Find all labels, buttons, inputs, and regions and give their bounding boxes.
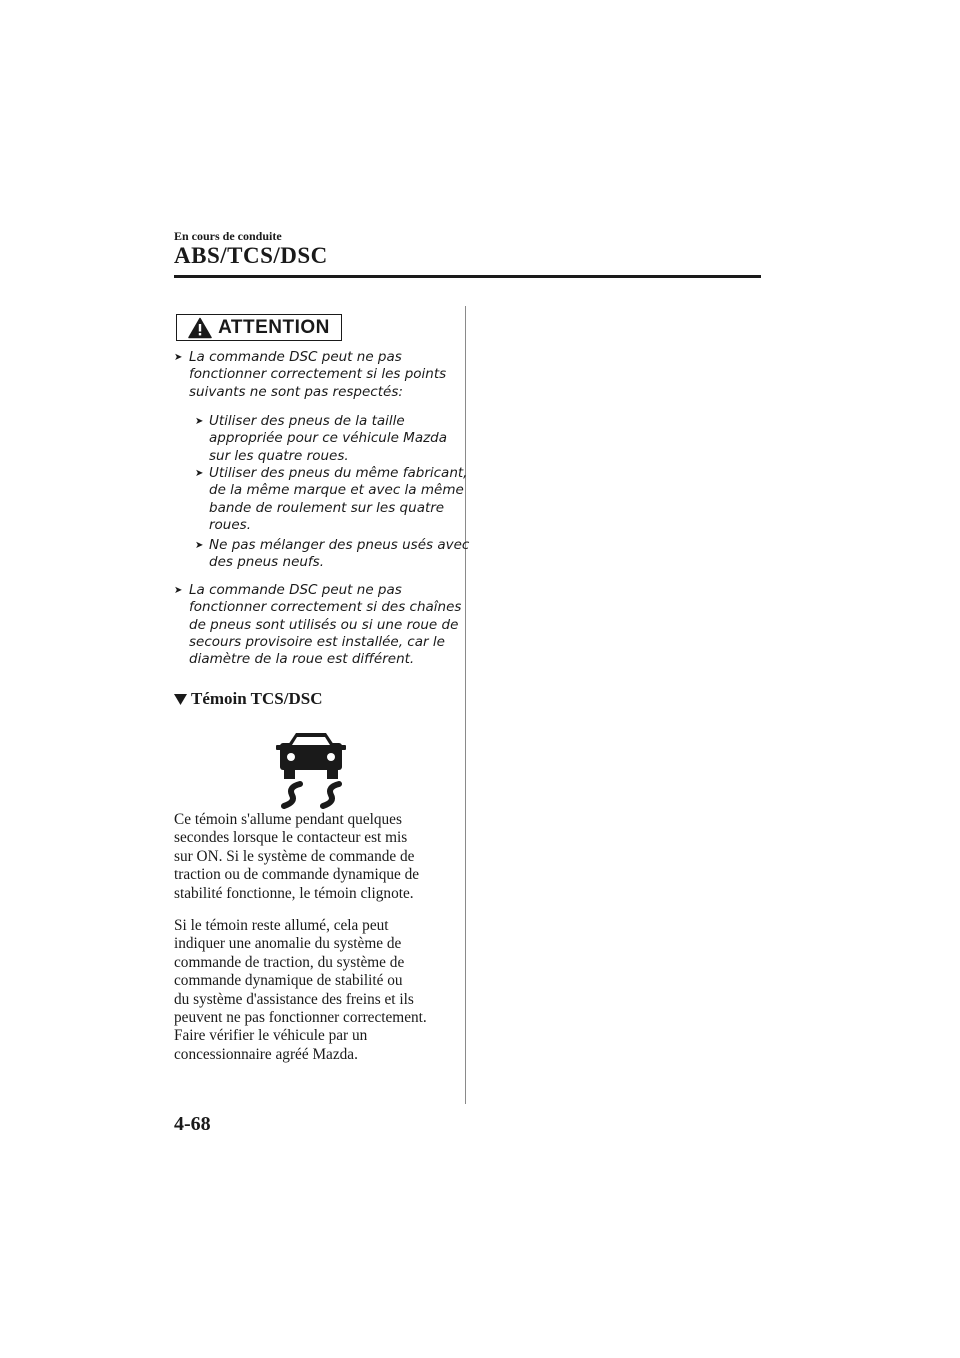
bullet-line: bande de roulement sur les quatre bbox=[209, 499, 445, 516]
bullet-line: de la même marque et avec la même bbox=[209, 482, 464, 499]
page-number: 4-68 bbox=[174, 1113, 211, 1135]
arrow-bullet-icon: ➤ bbox=[174, 352, 183, 363]
paragraph-line: Faire vérifier le véhicule par un bbox=[174, 1027, 368, 1045]
bullet-line: fonctionner correctement si des chaînes bbox=[189, 599, 462, 616]
bullet-line: des pneus neufs. bbox=[209, 554, 325, 571]
bullet-line: Utiliser des pneus de la taille bbox=[209, 413, 405, 429]
attention-sub-bullet bbox=[195, 537, 469, 572]
tcs-dsc-indicator-icon bbox=[276, 729, 346, 809]
arrow-bullet-icon: ➤ bbox=[195, 540, 204, 551]
attention-bullet bbox=[174, 582, 461, 668]
attention-sub-bullet bbox=[195, 465, 467, 534]
column-divider bbox=[465, 306, 466, 1104]
paragraph-line: sur ON. Si le système de commande de bbox=[174, 847, 415, 865]
paragraph-line: traction ou de commande dynamique de bbox=[174, 866, 420, 884]
bullet-line: secours provisoire est installée, car le bbox=[189, 633, 445, 650]
paragraph-line: concessionnaire agréé Mazda. bbox=[174, 1045, 358, 1063]
indicator-heading-text: Témoin TCS/DSC bbox=[191, 689, 323, 708]
paragraph-line: indiquer une anomalie du système de bbox=[174, 935, 402, 953]
bullet-line: de pneus sont utilisés ou si une roue de bbox=[189, 616, 459, 633]
bullet-line: La commande DSC peut ne pas bbox=[189, 349, 402, 365]
attention-sub-bullet bbox=[195, 413, 447, 465]
paragraph-line: du système d'assistance des freins et ils bbox=[174, 990, 414, 1008]
paragraph-line: Si le témoin reste allumé, cela peut bbox=[174, 917, 389, 934]
bullet-line: roues. bbox=[209, 516, 251, 533]
bullet-line: La commande DSC peut ne pas bbox=[189, 582, 402, 598]
indicator-paragraph-2 bbox=[174, 917, 464, 1064]
paragraph-line: Ce témoin s'allume pendant quelques bbox=[174, 811, 402, 828]
bullet-line: Ne pas mélanger des pneus usés avec bbox=[209, 537, 470, 553]
warning-triangle-icon bbox=[188, 317, 212, 339]
paragraph-line: stabilité fonctionne, le témoin clignote. bbox=[174, 884, 414, 902]
attention-bullet bbox=[174, 349, 446, 401]
paragraph-line: commande de traction, du système de bbox=[174, 953, 405, 971]
bullet-line: appropriée pour ce véhicule Mazda bbox=[209, 430, 448, 447]
indicator-heading bbox=[174, 689, 322, 709]
paragraph-line: secondes lorsque le contacteur est mis bbox=[174, 829, 408, 847]
section-title: ABS/TCS/DSC bbox=[174, 243, 328, 268]
arrow-bullet-icon: ➤ bbox=[195, 416, 204, 427]
arrow-bullet-icon: ➤ bbox=[174, 585, 183, 596]
attention-label: ATTENTION bbox=[218, 316, 330, 338]
section-label: En cours de conduite bbox=[174, 229, 282, 243]
paragraph-line: peuvent ne pas fonctionner correctement. bbox=[174, 1009, 427, 1027]
arrow-bullet-icon: ➤ bbox=[195, 468, 204, 479]
indicator-paragraph-1 bbox=[174, 811, 464, 903]
bullet-line: fonctionner correctement si les points bbox=[189, 366, 447, 383]
bullet-line: diamètre de la roue est différent. bbox=[189, 651, 415, 668]
header-rule bbox=[174, 275, 761, 278]
paragraph-line: commande dynamique de stabilité ou bbox=[174, 972, 403, 990]
attention-banner bbox=[176, 314, 342, 341]
bullet-line: sur les quatre roues. bbox=[209, 447, 349, 464]
bullet-line: suivants ne sont pas respectés: bbox=[189, 383, 403, 400]
bullet-line: Utiliser des pneus du même fabricant, bbox=[209, 465, 468, 481]
triangle-down-icon bbox=[174, 694, 187, 705]
